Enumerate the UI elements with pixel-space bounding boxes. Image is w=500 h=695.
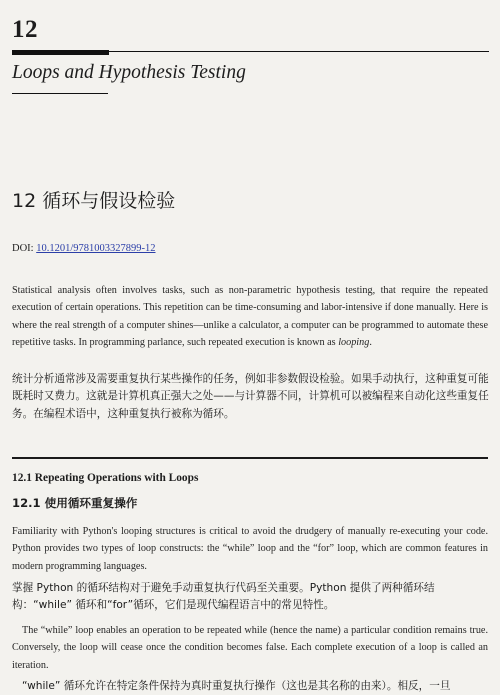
chapter-rule-thick [12,50,109,55]
chapter-number: 12 [12,16,38,43]
doi-line [12,243,156,254]
section-heading-en: 12.1 Repeating Operations with Loops [12,472,199,484]
intro-paragraph-cn: 统计分析通常涉及需要重复执行某些操作的任务，例如非参数假设检验。如果手动执行，这种重复可能既耗时又费力。这就是计算机真正强大之处——与计算器不同，计算机可以被编程来自动化这些重复任务。在编程术语中，这种重复执行被称为循环。 [12,373,489,420]
intro-text-en-end: . [369,336,372,348]
section-paragraph-1-cn: 掌握 Python 的循环结构对于避免手动重复执行代码至关重要。Python 提供了两种循环结构：“while” 循环和“for”循环，它们是现代编程语言中的常见特性。 [12,582,435,612]
chapter-title: Loops and Hypothesis Testing [12,62,246,83]
chapter-rule-thin [109,51,489,52]
section-heading-cn: 12.1 使用循环重复操作 [12,496,138,510]
chinese-chapter-heading: 12 循环与假设检验 [12,190,176,212]
chapter-title-underline [12,93,108,94]
section-rule [12,457,488,459]
intro-paragraph-en [12,282,488,351]
section-paragraph-2-en: The “while” loop enables an operation to be repeated while (hence the name) a particular condition remains true. Conversely, the loop will cease once the condition becomes false. Each complete execution of a loop is called an iteration. [12,625,488,671]
intro-text-en: Statistical analysis often involves tasks, such as non-parametric hypothesis testing, that require the repeated execution of certain operations. This repetition can be time-consuming and labor-intensive if done manually. Here is where the real strength of a computer shines—unlike a calculator, a computer can be programmed to automate these repetitive tasks. In programming parlance, such repeated execution is known as [12,285,488,348]
doi-label: DOI: [12,243,37,254]
section-paragraph-2-cn: “while” 循环允许在特定条件保持为真时重复执行操作（这也是其名称的由来）。相反，一旦 [22,680,451,692]
doi-link[interactable]: 10.1201/9781003327899-12 [36,243,156,254]
section-paragraph-1-en: Familiarity with Python's looping structures is critical to avoid the drudgery of manually re-executing your code. Python provides two types of loop constructs: the “while” loop and the “for” loop, which are common features in modern programming languages. [12,526,488,572]
intro-emphasis-looping: looping [338,336,370,348]
